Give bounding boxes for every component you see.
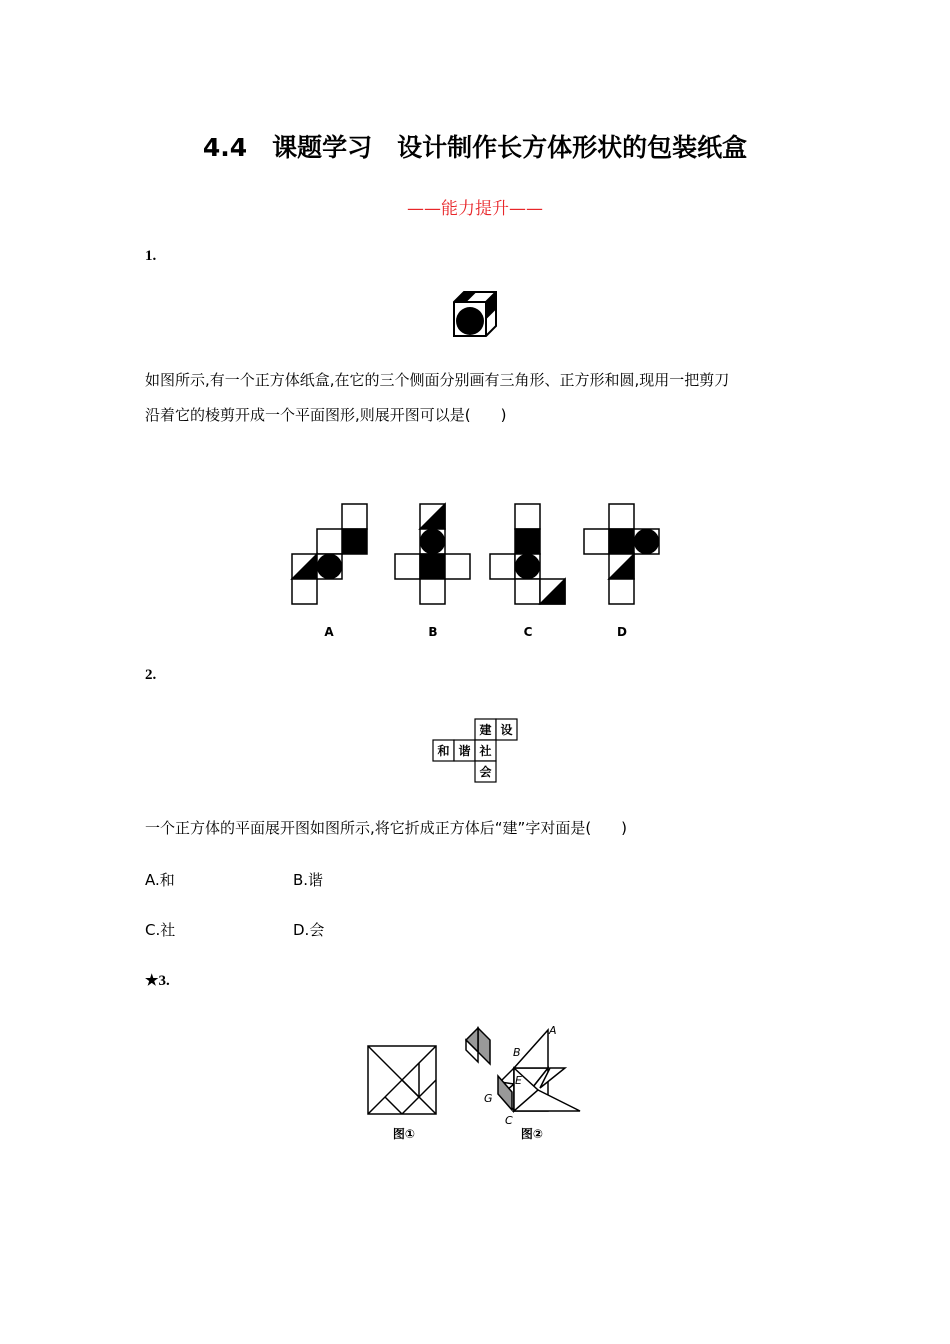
net-char-jian: 建 <box>479 723 492 737</box>
option-a: A.和 <box>145 871 175 889</box>
option-label-b: B <box>428 625 438 639</box>
tangram-square <box>368 1046 436 1114</box>
point-label-e: E <box>515 1074 522 1087</box>
option-label-d: D <box>617 625 627 639</box>
question-3-figure <box>360 1020 590 1150</box>
net-char-he: 和 <box>437 744 450 758</box>
net-option-d <box>584 504 659 604</box>
question-2-stem: 一个正方体的平面展开图如图所示,将它折成正方体后“建”字对面是( ) <box>145 819 628 837</box>
question-2-net-figure <box>428 716 523 786</box>
question-1-options-figure <box>285 500 675 645</box>
option-label-c: C <box>523 625 533 639</box>
point-label-a: A <box>549 1024 557 1037</box>
net-option-c <box>490 504 565 604</box>
option-label-a: A <box>324 625 334 639</box>
question-1-number: 1. <box>145 248 157 264</box>
figure-1-label: 图① <box>392 1127 416 1141</box>
net-char-xie: 谐 <box>458 744 471 758</box>
section-subtitle: ——能力提升—— <box>407 199 543 219</box>
point-label-c: C <box>505 1114 513 1127</box>
question-2-number: 2. <box>145 667 157 683</box>
question-3-number: ★3. <box>145 973 170 989</box>
question-1-stem-line-2: 沿着它的棱剪开成一个平面图形,则展开图可以是( ) <box>145 406 507 424</box>
net-char-she-2: 社 <box>479 744 492 758</box>
point-label-b: B <box>513 1046 521 1059</box>
net-char-she: 设 <box>500 723 513 737</box>
option-c: C.社 <box>145 921 176 939</box>
option-b: B.谐 <box>293 871 324 889</box>
net-char-hui: 会 <box>479 765 492 779</box>
cube-figure <box>448 288 504 346</box>
option-d: D.会 <box>293 921 325 939</box>
question-1-stem-line-1: 如图所示,有一个正方体纸盒,在它的三个侧面分别画有三角形、正方形和圆,现用一把剪刀 <box>145 371 730 389</box>
figure-2-label: 图② <box>520 1127 544 1141</box>
net-option-a <box>292 504 367 604</box>
page-title: 4.4 课题学习 设计制作长方体形状的包装纸盒 <box>202 133 748 162</box>
point-label-g: G <box>484 1092 493 1105</box>
net-option-b <box>395 504 470 604</box>
